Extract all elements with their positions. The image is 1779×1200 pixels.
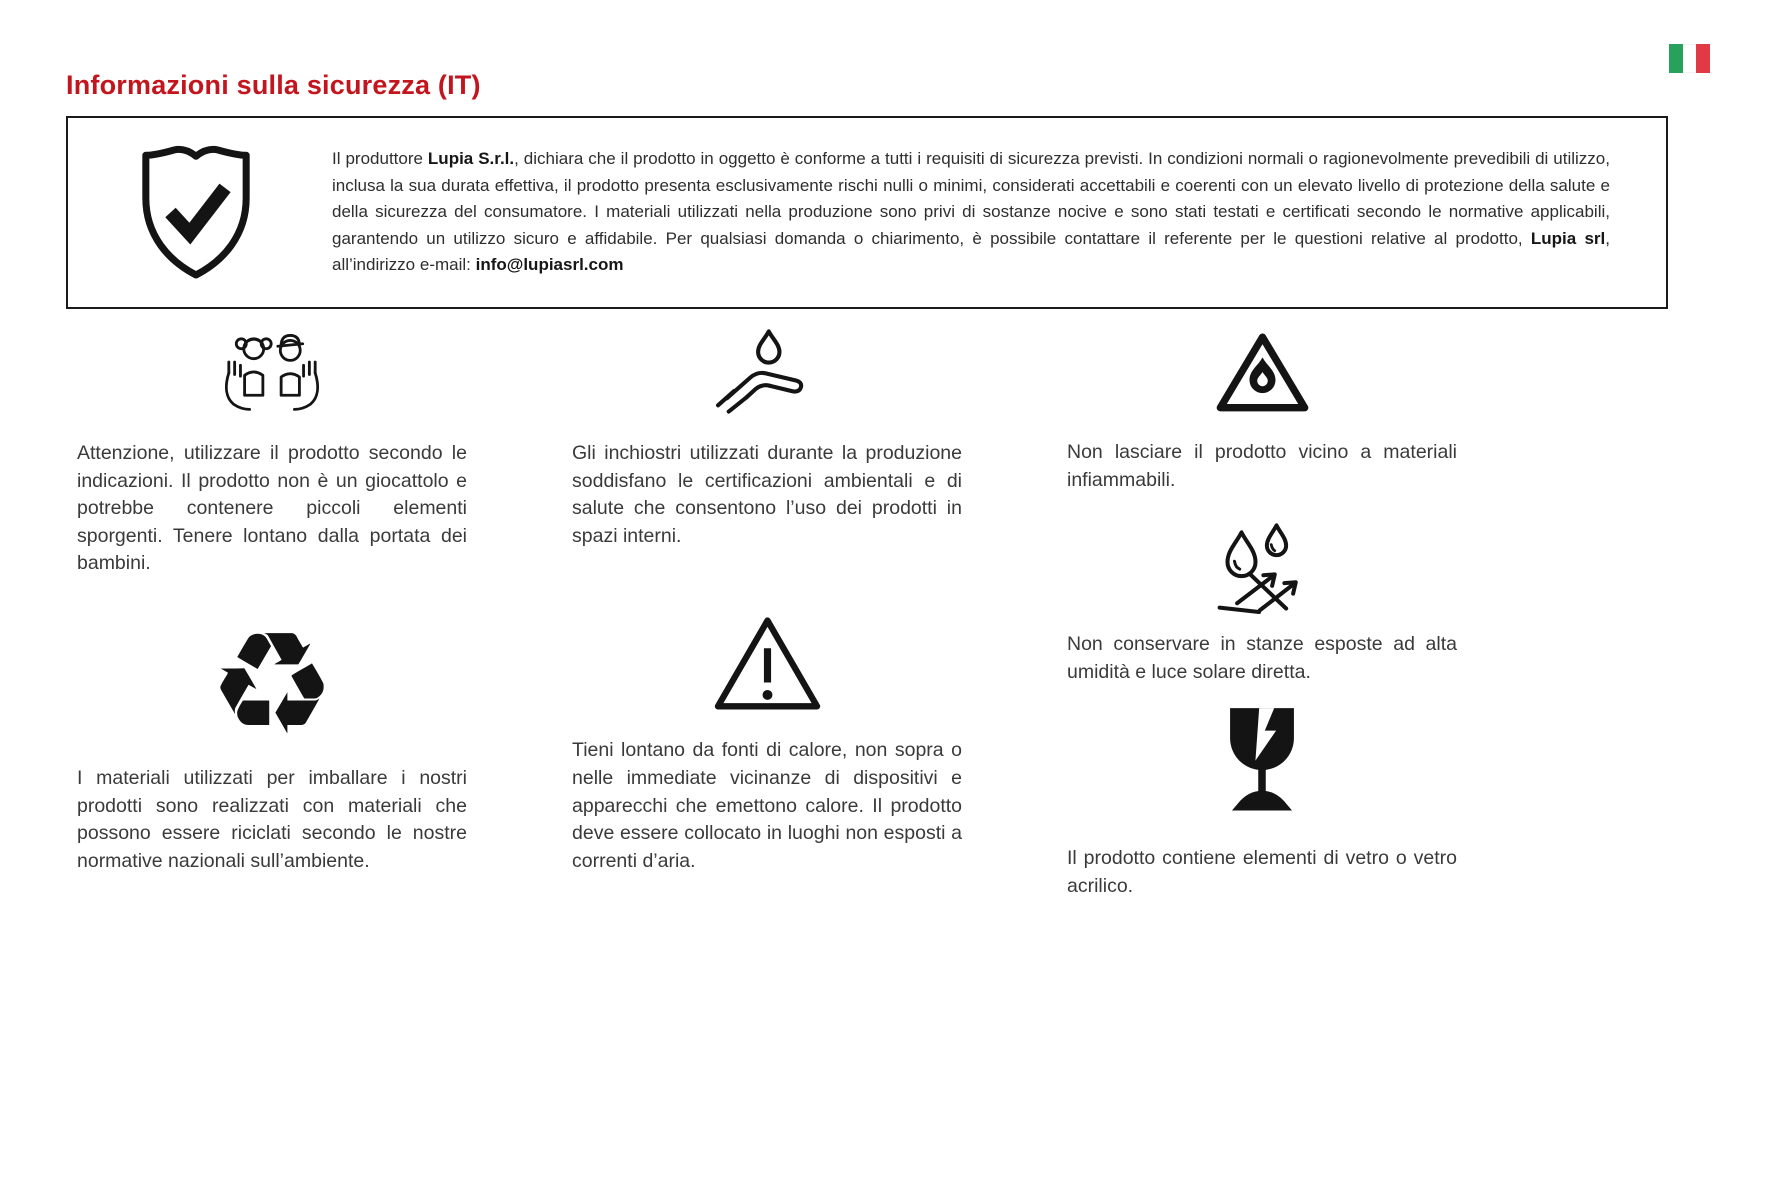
- page-title: Informazioni sulla sicurezza (IT): [66, 70, 481, 100]
- flammable-triangle-icon: [1067, 329, 1457, 415]
- safety-column-1: [77, 321, 467, 875]
- safety-item-humidity: [1067, 519, 1457, 686]
- company-reference-name: Lupia srl: [1530, 228, 1606, 248]
- safety-text-recycle: I materiali utilizzati per imballare i nostri prodotti sono realizzati con materiali che possono essere riciclati secondo le nostre normative nazionali sull’ambiente.: [77, 766, 467, 872]
- flag-green-stripe: [1669, 44, 1683, 73]
- eco-ink-hand-drop-icon: [572, 321, 962, 416]
- safety-text-children: Attenzione, utilizzare il prodotto secondo le indicazioni. Il prodotto non è un giocattolo e potrebbe contenere piccoli elementi sporgenti. Tenere lontano dalla portata dei bambini.: [77, 442, 467, 575]
- italy-flag-icon: [1669, 44, 1710, 73]
- declaration-body2: , all’indirizzo e-mail:: [332, 228, 1610, 275]
- heat-warning-triangle-icon: [572, 608, 962, 713]
- shield-check-icon: [130, 142, 262, 283]
- contact-email: info@lupiasrl.com: [475, 255, 624, 275]
- safety-text-heat: Tieni lontano da fonti di calore, non sopra o nelle immediate vicinanze di dispositivi e apparecchi che emettono calore. Il prodotto deve essere collocato in luoghi non esposti a correnti d’aria.: [572, 739, 962, 872]
- flag-white-stripe: [1683, 44, 1697, 73]
- safety-item-recycle: [77, 601, 467, 875]
- safety-item-heat: [572, 608, 962, 875]
- safety-text-humidity: Non conservare in stanze esposte ad alta umidità e luce solare diretta.: [1067, 633, 1457, 683]
- safety-item-children: [77, 321, 467, 578]
- safety-text-fragile: Il prodotto contiene elementi di vetro o vetro acrilico.: [1067, 847, 1457, 897]
- safety-item-flammable: [1067, 329, 1457, 494]
- fragile-broken-glass-icon: [1067, 706, 1457, 821]
- flag-red-stripe: [1696, 44, 1710, 73]
- declaration-body: , dichiara che il prodotto in oggetto è conforme a tutti i requisiti di sicurezza previsti. In condizioni normali o ragionevolmente prevedibili di utilizzo, inclusa la sua durata effettiva, il prodotto presenta esclusivamente rischi nulli o minimi, considerati accettabili e coerenti con un elevato livello di protezione della salute e della sicurezza del consumatore. I materiali utilizzati nella produzione sono privi di sostanze nocive e sono stati testati e certificati secondo le normative applicabili, garantendo un utilizzo sicuro e affidabile. Per qualsiasi domanda o chiarimento, è possibile contattare il referente per le questioni relative al prodotto,: [332, 149, 1610, 248]
- recycle-icon: [77, 601, 467, 767]
- safety-text-flammable: Non lasciare il prodotto vicino a materiali infiammabili.: [1067, 441, 1457, 491]
- declaration-intro: Il produttore: [332, 149, 428, 169]
- children-supervision-icon: [77, 321, 467, 416]
- safety-item-fragile: [1067, 706, 1457, 900]
- safety-items-grid: [77, 321, 1713, 901]
- declaration-text: [332, 146, 1610, 278]
- safety-item-ink: [572, 321, 962, 550]
- safety-column-3: [1067, 321, 1457, 901]
- safety-column-2: [572, 321, 962, 875]
- safety-text-ink: Gli inchiostri utilizzati durante la produzione soddisfano le certificazioni ambientali e di salute che consentono l’uso dei prodotti in spazi interni.: [572, 442, 962, 547]
- humidity-drops-icon: [1067, 519, 1457, 619]
- recycle-glyph: ♻: [208, 601, 336, 767]
- manufacturer-name: Lupia S.r.l.: [427, 149, 515, 169]
- declaration-box: [66, 116, 1668, 309]
